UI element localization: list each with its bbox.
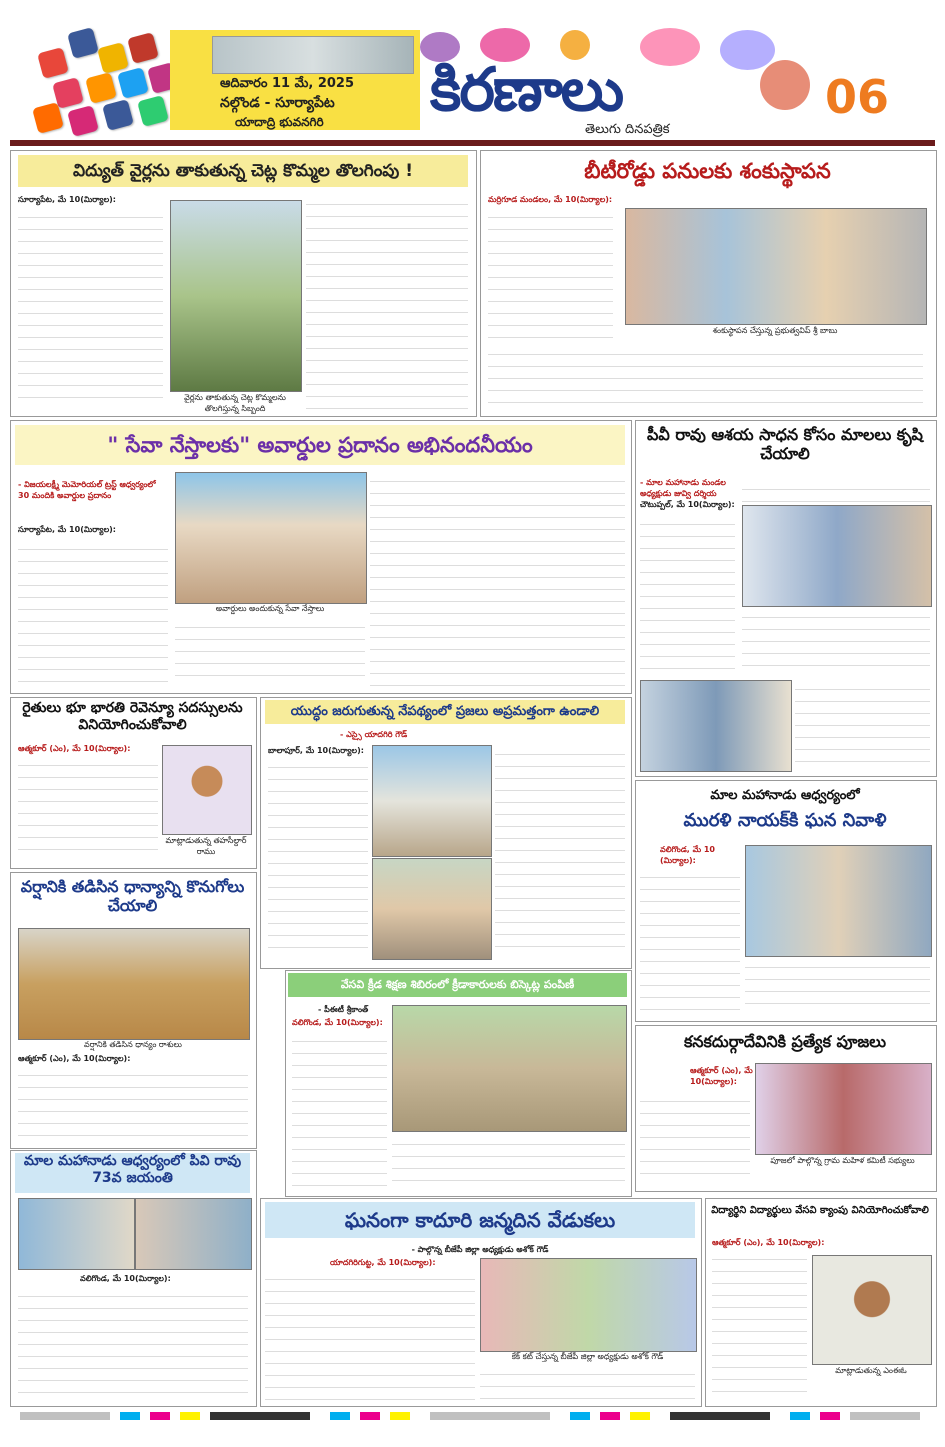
body-pv-rao <box>640 515 735 675</box>
body-murali-nayak <box>640 868 740 1013</box>
caption-kanakadurga: పూజలో పాల్గొన్న గ్రామ మహిళ కమిటీ సభ్యులు <box>770 1156 915 1165</box>
masthead-title: కిరణాలు <box>430 55 623 125</box>
social-media-cubes-graphic <box>0 20 175 130</box>
headline-bt-road: బీటీరోడ్డు పనులకు శంకుస్థాపన <box>485 155 930 187</box>
photo-war-situation-1 <box>372 745 492 857</box>
dateline-war-situation: బాలాపూర్, మే 10(మిర్యాల): <box>268 746 364 755</box>
headline-student-camp: విద్యార్థిని విద్యార్థులు వేసవి క్యాంపు వినియోగించుకోవాలి <box>711 1205 929 1216</box>
headline-tree-branches: విద్యుత్ వైర్లను తాకుతున్న చెట్ల కొమ్మల తొలగింపు ! <box>18 155 468 187</box>
body-tree-branches <box>18 208 163 408</box>
body-seva-nestalu-2 <box>175 618 365 686</box>
dateline-student-camp: ఆత్మకూర్ (ఎం), మే 10(మిర్యాల): <box>712 1238 825 1247</box>
headline-paddy: వర్షానికి తడిసిన ధాన్యాన్ని కొనుగోలు చేయాలి <box>20 877 245 916</box>
subhead-summer-camp: - పీఈటీ శ్రీకాంత్ <box>318 1005 369 1014</box>
headline-bhubharathi: రైతులు భూ భారతి రెవెన్యూ సదస్సులను వినియోగించుకోవాలి <box>22 700 243 733</box>
photo-bhubharathi <box>162 745 252 835</box>
caption-tree-branches: వైర్లను తాకుతున్న చెట్ల కొమ్మలను తొలగిస్తున్న సిబ్బంది <box>184 393 286 413</box>
subhead-war-situation: - ఎస్సై యాదగిరి గౌడ్ <box>340 730 408 739</box>
photo-kaduri-birthday <box>480 1258 697 1352</box>
body-bt-road-2 <box>488 345 923 410</box>
photo-student-camp <box>812 1255 932 1365</box>
dateline-summer-camp: వలిగొండ, మే 10(మిర్యాల): <box>292 1018 383 1027</box>
photo-pv-jayanthi-1 <box>18 1198 135 1270</box>
body-pv-rao-3 <box>795 680 930 770</box>
header-banner-photo <box>212 36 414 74</box>
dateline-seva-nestalu: సూర్యాపేట, మే 10(మిర్యాల): <box>18 525 116 534</box>
photo-kanakadurga <box>755 1063 932 1155</box>
photo-bt-road <box>625 208 927 325</box>
headline-murali-nayak-1: మాల మహానాడు ఆధ్వర్యంలో <box>710 788 860 803</box>
body-summer-camp-2 <box>392 1135 625 1190</box>
dateline-bt-road: మర్రిగూడ మండలం, మే 10(మిర్యాల): <box>488 195 613 204</box>
photo-murali-nayak <box>745 845 932 957</box>
dateline-kanakadurga: ఆత్మకూర్ (ఎం), మే 10(మిర్యాల): <box>690 1066 753 1086</box>
dateline-paddy: ఆత్మకూర్ (ఎం), మే 10(మిర్యాల): <box>18 1054 131 1063</box>
dateline-pv-rao: చౌటుప్పల్, మే 10(మిర్యాల): <box>640 500 735 509</box>
body-bt-road <box>488 208 613 343</box>
subhead-pv-rao: - మాల మహానాడు మండల అధ్యక్షుడు జువ్వి దర్శియ <box>640 478 726 498</box>
dateline-pv-jayanthi: వలిగొండ, మే 10(మిర్యాల): <box>80 1274 171 1283</box>
subhead-kaduri-birthday: - పాల్గొన్న బీజేపీ జిల్లా అధ్యక్షుడు అశోక్ గౌడ్ <box>411 1245 549 1254</box>
districts-line1: నల్గొండ - సూర్యాపేట <box>220 95 335 111</box>
headline-pv-rao: పీవీ రావు ఆశయ సాధన కోసం మాలలు కృషి చేయాలి <box>647 425 923 464</box>
dateline-tree-branches: సూర్యాపేట, మే 10(మిర్యాల): <box>18 195 116 204</box>
body-pv-jayanthi <box>18 1287 248 1399</box>
masthead-tagline: తెలుగు దినపత్రిక <box>585 122 670 137</box>
dateline-murali-nayak: వలిగొండ, మే 10 (మిర్యాల): <box>660 845 715 865</box>
caption-bt-road: శంకుస్థాపన చేస్తున్న ప్రభుత్వవిప్ శ్రీ బాబు <box>712 326 838 335</box>
headline-kaduri-birthday: ఘనంగా కాదూరి జన్మదిన వేడుకలు <box>265 1202 695 1238</box>
body-kaduri-birthday-2 <box>480 1365 695 1401</box>
headline-war-situation: యుద్ధం జరుగుతున్న నేపథ్యంలో ప్రజలు అప్రమత్తంగా ఉండాలి <box>265 700 625 724</box>
body-student-camp <box>712 1250 807 1400</box>
headline-murali-nayak-2: మురళి నాయక్‌కి ఘన నివాళి <box>683 810 887 831</box>
print-registration-bar <box>0 1412 945 1422</box>
caption-seva-nestalu: అవార్డులు అందుకున్న సేవా నేస్తాలు <box>215 604 325 613</box>
body-kanakadurga <box>640 1092 750 1184</box>
caption-kaduri-birthday: కేక్ కట్ చేస్తున్న బీజేపీ జిల్లా అధ్యక్షుడు అశోక్ గౌడ్ <box>511 1352 664 1361</box>
subhead-seva-nestalu: - విజయలక్ష్మీ మెమోరియల్ ట్రస్ట్ ఆధ్వర్యంలో 30 మందికి అవార్డుల ప్రదానం <box>18 480 156 500</box>
caption-paddy: వర్షానికి తడిసిన ధాన్యం రాశులు <box>84 1040 182 1049</box>
headline-seva-nestalu: " సేవా నేస్తాలకు" అవార్డుల ప్రదానం అభినందనీయం <box>15 425 625 465</box>
body-seva-nestalu-3 <box>370 472 625 686</box>
caption-student-camp: మాట్లాడుతున్న ఎంఈఓ <box>835 1366 907 1375</box>
body-kaduri-birthday <box>265 1270 475 1400</box>
caption-bhubharathi: మాట్లాడుతున్న తహసీల్దార్ రాము <box>165 836 247 856</box>
photo-pv-rao-2 <box>640 680 792 772</box>
body-bhubharathi <box>18 756 158 861</box>
headline-pv-jayanthi: మాల మహానాడు ఆధ్వర్యంలో పివి రావు 73వ జయంతి <box>15 1153 250 1193</box>
photo-pv-jayanthi-2 <box>135 1198 252 1270</box>
dateline-kaduri-birthday: యాదగిరిగుట్ట, మే 10(మిర్యాల): <box>330 1258 436 1267</box>
body-war-situation <box>268 758 368 958</box>
photo-tree-branches <box>170 200 302 392</box>
photo-summer-camp <box>392 1005 627 1132</box>
body-paddy <box>18 1066 248 1141</box>
photo-war-situation-2 <box>372 858 492 960</box>
body-war-situation-2 <box>495 745 625 958</box>
headline-kanakadurga: కనకదుర్గాదేవినికి ప్రత్యేక పూజలు <box>683 1032 887 1051</box>
body-seva-nestalu <box>18 540 168 685</box>
body-tree-branches-2 <box>306 195 468 410</box>
photo-seva-nestalu <box>175 472 367 604</box>
issue-date: ఆదివారం 11 మే, 2025 <box>220 76 355 91</box>
body-murali-nayak-2 <box>745 958 930 1014</box>
page-number: 06 <box>825 70 890 124</box>
districts-line2: యాదాద్రి భువనగిరి <box>235 115 324 129</box>
body-pv-rao-2 <box>742 608 930 676</box>
header-rule <box>10 140 935 146</box>
headline-summer-camp: వేసవి క్రీడ శిక్షణ శిబిరంలో క్రీడాకారులకు బిస్కెట్ల పంపిణీ <box>288 973 627 997</box>
photo-pv-rao-1 <box>742 505 932 607</box>
body-pv-rao-top <box>742 480 930 502</box>
dateline-bhubharathi: ఆత్మకూర్ (ఎం), మే 10(మిర్యాల): <box>18 744 131 753</box>
body-summer-camp <box>292 1032 387 1190</box>
photo-paddy <box>18 928 250 1040</box>
